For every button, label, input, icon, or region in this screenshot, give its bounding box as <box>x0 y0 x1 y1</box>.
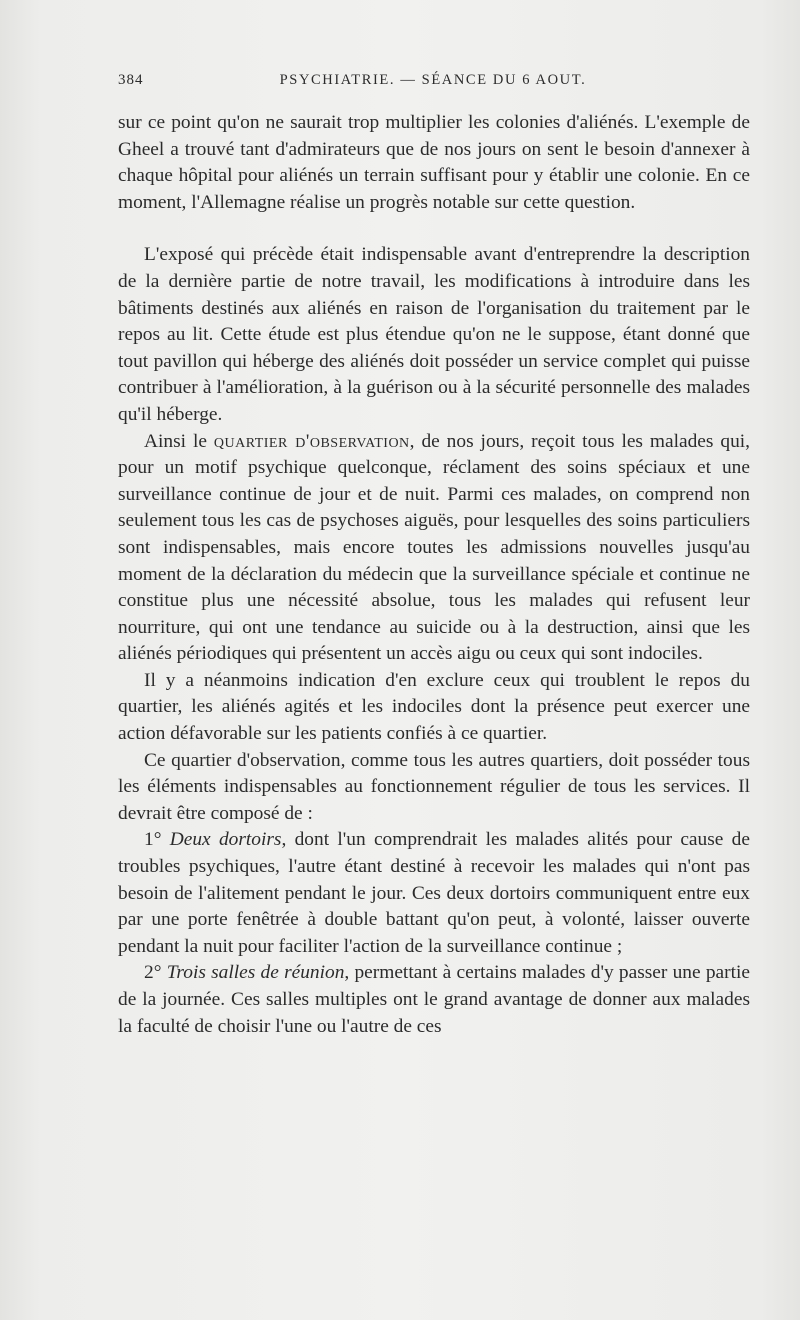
item-2-number: 2° <box>144 962 167 984</box>
item-1-number: 1° <box>144 829 170 851</box>
paragraph-1: sur ce point qu'on ne saurait trop multiplier les colonies d'aliénés. L'exemple de Gheel a trouvé tant d'admirateurs que de nos jours on sent le besoin d'annexer à chaque hôpital pour aliénés un terrain suffisant pour y établir une colonie. En ce moment, l'Allemagne réalise un progrès notable sur cette question. <box>118 112 750 213</box>
paragraph-3-rest: , de nos jours, reçoit tous les malades qui, pour un motif psychique quelconque, réclament des soins spéciaux et une surveillance continue de jour et de nuit. Parmi ces malades, on comprend non seulement tous les cas de psychoses aiguës, pour lesquelles des soins particuliers sont indispensables, mais encore toutes les admissions nouvelles jusqu'au moment de la déclaration du médecin que la surveillance spéciale et continue ne constitue plus une nécessité absolue, tous les malades qui refusent leur nourriture, qui ont une tendance au suicide ou à la destruction, ainsi que les aliénés périodiques qui présentent un accès aigu ou ceux qui sont indociles. <box>118 430 750 665</box>
paragraph-3 <box>118 429 750 668</box>
page-number: 384 <box>118 72 144 88</box>
paragraph-2: L'exposé qui précède était indispensable avant d'entreprendre la description de la dernière partie de notre travail, les modifications à introduire dans les bâtiments destinés aux aliénés en raison de l'organisation du traitement par le repos au lit. Cette étude est plus étendue qu'on ne le suppose, étant donné que tout pavillon qui héberge des aliénés doit posséder un service complet qui puisse contribuer à l'amélioration, à la guérison ou à la sécurité personnelle des malades qu'il héberge. <box>118 244 750 425</box>
item-2-text: , permettant à certains malades d'y passer une partie de la journée. Ces salles multiples ont le grand avantage de donner aux malades la faculté de choisir l'une ou l'autre de ces <box>118 962 750 1037</box>
body-text <box>118 110 750 1040</box>
paragraph-7 <box>118 960 750 1040</box>
page-header <box>118 72 748 96</box>
quartier-observation-term: quartier d'observation <box>213 430 410 452</box>
item-1-title: Deux dortoirs <box>169 829 282 851</box>
running-head: PSYCHIATRIE. — SÉANCE DU 6 AOUT. <box>279 72 587 88</box>
item-2-title: Trois salles de réunion <box>166 962 345 984</box>
paragraph-6 <box>118 827 750 960</box>
paragraph-3-start: Ainsi le <box>144 430 214 452</box>
paragraph-4: Il y a néanmoins indication d'en exclure ceux qui troublent le repos du quartier, les aliénés agités et les indociles dont la présence peut exercer une action défavorable sur les patients confiés à ce quartier. <box>118 669 750 745</box>
item-1-text: , dont l'un comprendrait les malades alités pour cause de troubles psychiques, l'autre étant destiné à recevoir les malades qui n'ont pas besoin de l'alitement pendant le jour. Ces deux dortoirs communiquent entre eux par une porte fenêtrée à double battant qu'on peut, à volonté, laisser ouverte pendant la nuit pour faciliter l'action de la surveillance continue ; <box>118 829 750 957</box>
paragraph-5: Ce quartier d'observation, comme tous les autres quartiers, doit posséder tous les éléments indispensables au fonctionnement régulier de tous les services. Il devrait être composé de : <box>118 749 750 824</box>
